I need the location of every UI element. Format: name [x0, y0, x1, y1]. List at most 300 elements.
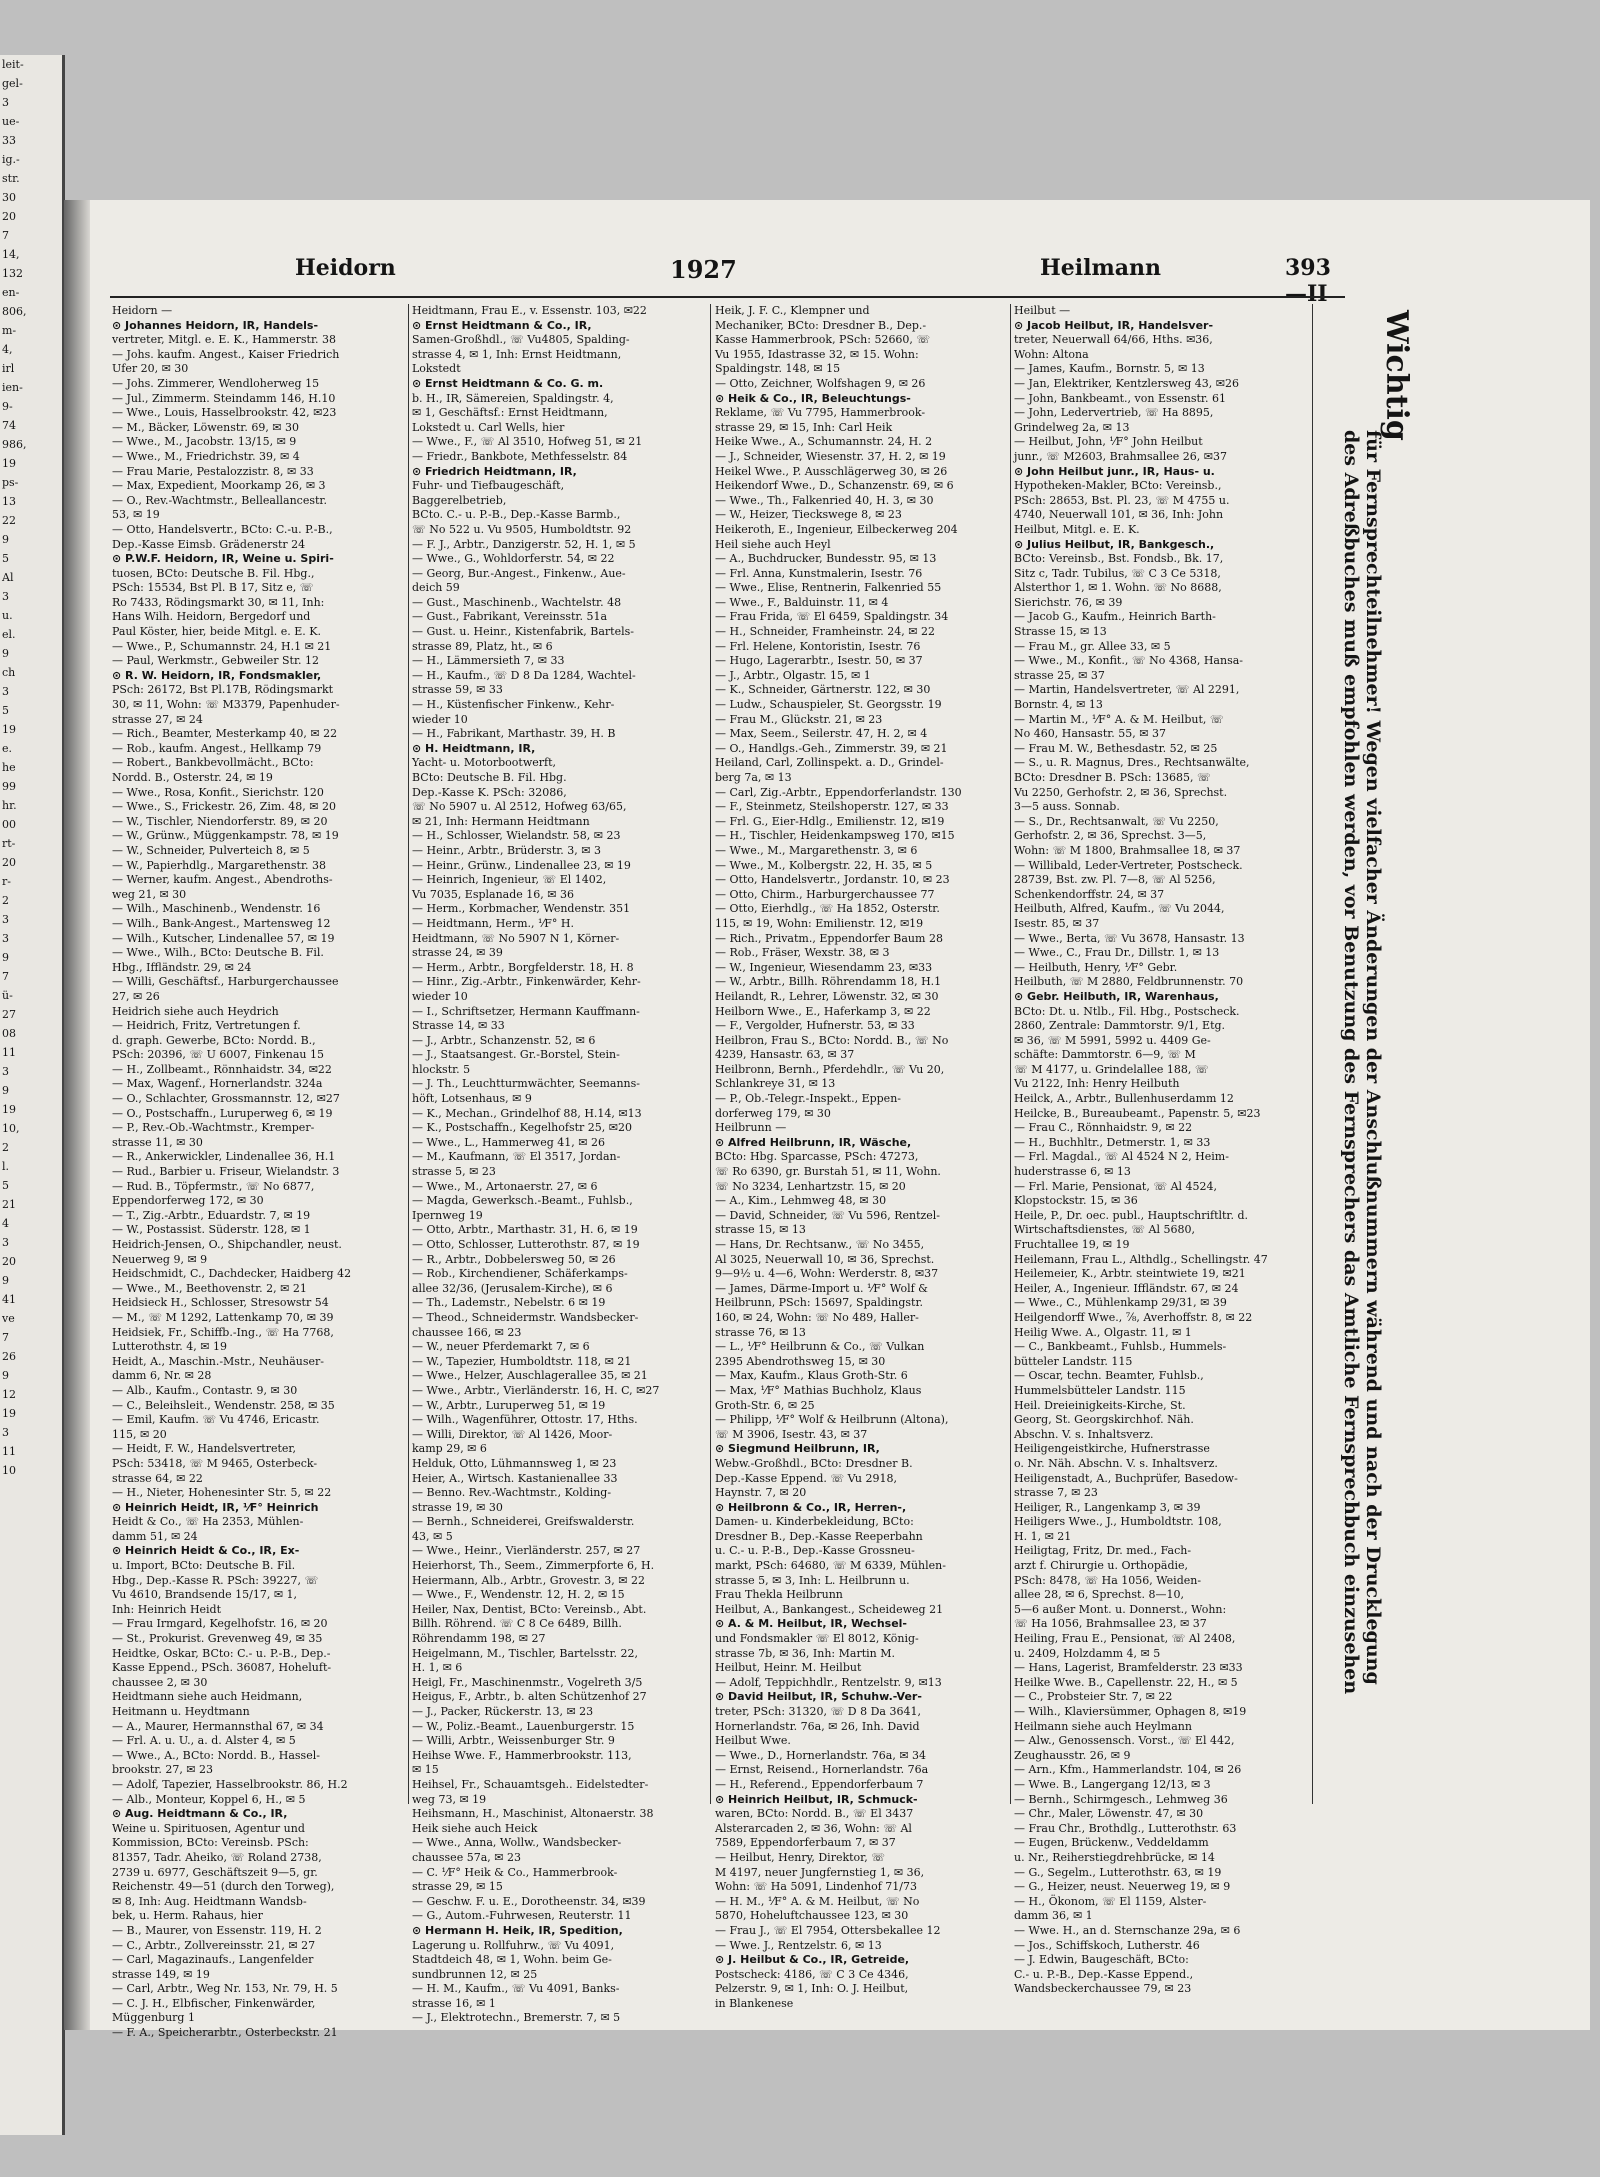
left-page-fragment: 9-	[2, 400, 13, 413]
directory-entry: — J., Arbtr., Olgastr. 15, ✉ 1	[715, 668, 871, 682]
directory-entry: — Wwe., Wilh., BCto: Deutsche B. Fil.	[112, 946, 324, 960]
directory-entry: — Wwe., M., Beethovenstr. 2, ✉ 21	[112, 1281, 307, 1295]
directory-entry: — W., Schneider, Pulverteich 8, ✉ 5	[112, 843, 310, 857]
directory-entry: — Max, Wagenf., Hornerlandstr. 324a	[112, 1077, 323, 1091]
left-page-fragment: hr.	[2, 799, 17, 812]
directory-entry: chaussee 166, ✉ 23	[412, 1325, 522, 1339]
directory-entry: Inh: Heinrich Heidt	[112, 1602, 222, 1616]
left-page-fragment: 26	[2, 1350, 16, 1363]
left-page-fragment: gel-	[2, 77, 23, 90]
left-page-fragment: 30	[2, 191, 16, 204]
left-page-fragment: 41	[2, 1293, 16, 1306]
left-page-fragment: 3	[2, 932, 9, 945]
directory-entry: 4239, Hansastr. 63, ✉ 37	[715, 1048, 855, 1062]
directory-entry: Reichenstr. 49—51 (durch den Torweg),	[112, 1880, 335, 1894]
directory-entry: in Blankenese	[715, 1996, 794, 2010]
header-left-word: Heidorn	[295, 255, 396, 281]
directory-entry: — Adolf, Teppichhdlr., Rentzelstr. 9, ✉13	[715, 1675, 942, 1689]
directory-entry: — G., Segelm., Lutterothstr. 63, ✉ 19	[1014, 1865, 1222, 1879]
directory-entry: — M., Kaufmann, ☏ El 3517, Jordan-	[412, 1150, 621, 1164]
directory-entry: No 460, Hansastr. 55, ✉ 37	[1014, 727, 1166, 741]
directory-entry: — Frau Frida, ☏ El 6459, Spaldingstr. 34	[715, 610, 949, 624]
directory-entry: Vu 2122, Inh: Henry Heilbuth	[1014, 1077, 1180, 1091]
directory-entry: C.- u. P.-B., Dep.-Kasse Eppend.,	[1014, 1967, 1194, 1981]
directory-entry: Kommission, BCto: Vereinsb. PSch:	[112, 1836, 309, 1850]
left-page-fragment: 9	[2, 951, 9, 964]
directory-entry: Hbg., Dep.-Kasse R. PSch: 39227, ☏	[112, 1573, 319, 1587]
directory-entry: ⊙ Heik & Co., IR, Beleuchtungs-	[715, 391, 911, 405]
directory-entry: Alsterarcaden 2, ✉ 36, Wohn: ☏ Al	[715, 1821, 912, 1835]
directory-entry: Hypotheken-Makler, BCto: Vereinsb.,	[1014, 479, 1222, 493]
directory-entry: — Wwe., Th., Falkenried 40, H. 3, ✉ 30	[715, 493, 934, 507]
directory-entry: — Frau C., Rönnhaidstr. 9, ✉ 22	[1014, 1121, 1193, 1135]
left-page-fragment: m-	[2, 324, 17, 337]
directory-entry: BCto: Vereinsb., Bst. Fondsb., Bk. 17,	[1014, 552, 1224, 566]
directory-entry: Heier, A., Wirtsch. Kastanienallee 33	[412, 1471, 618, 1485]
left-page-fragment: 11	[2, 1046, 16, 1059]
left-page-fragment: 5	[2, 704, 9, 717]
directory-entry: — A., Kim., Lehmweg 48, ✉ 30	[715, 1194, 887, 1208]
directory-entry: — Wwe., Helzer, Auschlagerallee 35, ✉ 21	[412, 1369, 648, 1383]
directory-entry: — O., Handlgs.-Geh., Zimmerstr. 39, ✉ 21	[715, 741, 948, 755]
directory-entry: — Alb., Monteur, Koppel 6, H., ✉ 5	[112, 1792, 306, 1806]
directory-entry: Heile, P., Dr. oec. publ., Hauptschriftltr. d.	[1014, 1208, 1249, 1222]
directory-entry: — Chr., Maler, Löwenstr. 47, ✉ 30	[1014, 1807, 1204, 1821]
directory-entry: — Wwe., Rosa, Konfit., Sierichstr. 120	[112, 785, 324, 799]
directory-entry: PSch: 26172, Bst Pl.17B, Rödingsmarkt	[112, 683, 334, 697]
directory-entry: — Frl. Magdal., ☏ Al 4524 N 2, Heim-	[1014, 1150, 1229, 1164]
directory-entry: — Hugo, Lagerarbtr., Isestr. 50, ✉ 37	[715, 654, 923, 668]
directory-entry: — Werner, kaufm. Angest., Abendroths-	[112, 873, 333, 887]
directory-entry: — C., Bankbeamt., Fuhlsb., Hummels-	[1014, 1340, 1227, 1354]
left-page-fragment: 7	[2, 970, 9, 983]
directory-entry: — O., Rev.-Wachtmstr., Belleallancestr.	[112, 493, 327, 507]
directory-entry: PSch: 15534, Bst Pl. B 17, Sitz e, ☏	[112, 581, 314, 595]
directory-entry: sundbrunnen 12, ✉ 25	[412, 1967, 538, 1981]
directory-entry: BCto: Hbg. Sparcasse, PSch: 47273,	[715, 1150, 919, 1164]
directory-entry: Heidrich-Jensen, O., Shipchandler, neust.	[112, 1238, 342, 1251]
directory-entry: — M., Bäcker, Löwenstr. 69, ✉ 30	[112, 420, 300, 434]
directory-entry: — Jul., Zimmerm. Steindamm 146, H.10	[112, 391, 336, 405]
directory-entry: und Fondsmakler ☏ El 8012, König-	[715, 1632, 919, 1646]
directory-entry: — Wwe., F., Balduinstr. 11, ✉ 4	[715, 595, 889, 609]
directory-entry: Müggenburg 1	[112, 2011, 195, 2025]
directory-entry: — Alb., Kaufm., Contastr. 9, ✉ 30	[112, 1383, 298, 1397]
directory-entry: Helduk, Otto, Lühmannsweg 1, ✉ 23	[412, 1456, 617, 1470]
directory-entry: 9—9½ u. 4—6, Wohn: Werderstr. 8, ✉37	[715, 1267, 939, 1281]
directory-entry: — Alw., Genossensch. Vorst., ☏ El 442,	[1014, 1734, 1235, 1748]
directory-entry: Heilbrunn —	[715, 1121, 787, 1135]
directory-entry: strasse 19, ✉ 30	[412, 1500, 503, 1514]
directory-entry: — W., Postassist. Süderstr. 128, ✉ 1	[112, 1223, 311, 1237]
left-page-fragment: u.	[2, 609, 13, 622]
directory-entry: ⊙ Siegmund Heilbrunn, IR,	[715, 1442, 880, 1456]
directory-entry: — Wwe., M., Konfit., ☏ No 4368, Hansa-	[1014, 654, 1243, 668]
directory-entry: u. C.- u. P.-B., Dep.-Kasse Grossneu-	[715, 1544, 915, 1558]
directory-entry: strasse 4, ✉ 1, Inh: Ernst Heidtmann,	[412, 347, 622, 361]
left-page-fragment: 2	[2, 1141, 9, 1154]
directory-entry: — R., Arbtr., Dobbelersweg 50, ✉ 26	[412, 1252, 616, 1266]
left-page-fragment: 20	[2, 210, 16, 223]
directory-entry: — H., Fabrikant, Marthastr. 39, H. B	[412, 727, 616, 741]
directory-entry: Heitmann u. Heydtmann	[112, 1705, 250, 1718]
directory-entry: — Wwe., M., Margarethenstr. 3, ✉ 6	[715, 843, 918, 857]
directory-entry: — Max, Seem., Seilerstr. 47, H. 2, ✉ 4	[715, 727, 928, 741]
directory-entry: o. Nr. Näh. Abschn. V. s. Inhaltsverz.	[1014, 1456, 1218, 1470]
directory-entry: — Jacob G., Kaufm., Heinrich Barth-	[1014, 610, 1216, 624]
running-head	[110, 255, 1340, 307]
directory-entry: — C., Probsteier Str. 7, ✉ 22	[1014, 1690, 1173, 1704]
left-page-fragment: 9	[2, 647, 9, 660]
directory-entry: — Arn., Kfm., Hammerlandstr. 104, ✉ 26	[1014, 1763, 1242, 1777]
directory-entry: — Otto, Arbtr., Marthastr. 31, H. 6, ✉ 19	[412, 1223, 638, 1237]
directory-entry: Paul Köster, hier, beide Mitgl. e. E. K.	[112, 625, 321, 639]
directory-entry: ⊙ Johannes Heidorn, IR, Handels-	[112, 318, 319, 332]
left-page-fragment: 7	[2, 1331, 9, 1344]
directory-entry: — Philipp, ⅟F° Wolf & Heilbrunn (Altona),	[715, 1413, 949, 1427]
directory-entry: Spaldingstr. 148, ✉ 15	[715, 362, 841, 376]
directory-entry: waren, BCto: Nordd. B., ☏ El 3437	[715, 1807, 914, 1821]
directory-entry: Heidtmann siehe auch Heidmann,	[112, 1690, 303, 1704]
directory-entry: — Wilh., Klaviersümmer, Ophagen 8, ✉19	[1014, 1705, 1247, 1718]
directory-entry: Lagerung u. Rollfuhrw., ☏ Vu 4091,	[412, 1938, 615, 1952]
directory-entry: Strasse 14, ✉ 33	[412, 1019, 505, 1033]
directory-entry: Heidtke, Oskar, BCto: C.- u. P.-B., Dep.-	[112, 1646, 331, 1660]
directory-entry: Hbg., Iffländstr. 29, ✉ 24	[112, 960, 252, 974]
directory-entry: — Carl, Magazinaufs., Langenfelder	[112, 1953, 314, 1967]
directory-entry: Heilig Wwe. A., Olgastr. 11, ✉ 1	[1014, 1325, 1192, 1339]
left-page-fragment: 4	[2, 1217, 9, 1230]
directory-entry: 2395 Abendrothsweg 15, ✉ 30	[715, 1354, 886, 1368]
directory-entry: Kasse Hammerbrook, PSch: 52660, ☏	[715, 333, 931, 347]
directory-entry: ☏ No 5907 u. Al 2512, Hofweg 63/65,	[412, 800, 627, 814]
left-page-fragment: 08	[2, 1027, 16, 1040]
directory-entry: H. 1, ✉ 21	[1014, 1529, 1072, 1543]
directory-entry: — David, Schneider, ☏ Vu 596, Rentzel-	[715, 1208, 941, 1222]
directory-entry: Heilgendorff Wwe., ⅞, Averhoffstr. 8, ✉ 22	[1014, 1310, 1253, 1324]
directory-entry: 2860, Zentrale: Dammtorstr. 9/1, Etg.	[1014, 1019, 1226, 1033]
column-rule	[710, 304, 711, 1804]
directory-entry: Ipernweg 19	[412, 1208, 483, 1222]
directory-entry: — Wwe., Elise, Rentnerin, Falkenried 55	[715, 581, 942, 595]
directory-entry: bek, u. Herm. Rahaus, hier	[112, 1909, 263, 1923]
left-page-fragment: 4,	[2, 343, 13, 356]
directory-entry: — Frau M., Glückstr. 21, ✉ 23	[715, 712, 883, 726]
directory-entry: — Wwe., D., Hornerlandstr. 76a, ✉ 34	[715, 1748, 927, 1762]
left-page-fragment: ps-	[2, 476, 19, 489]
directory-entry: Dep.-Kasse K. PSch: 32086,	[412, 785, 567, 799]
directory-entry: Heihsmann, H., Maschinist, Altonaerstr. 38	[412, 1807, 654, 1821]
directory-entry: Yacht- u. Motorbootwerft,	[412, 756, 556, 770]
directory-entry: — Emil, Kaufm. ☏ Vu 4746, Ericastr.	[112, 1413, 320, 1427]
left-page-fragment: 3	[2, 1426, 9, 1439]
left-page-fragment: 3	[2, 1236, 9, 1249]
directory-entry: — Rud., Barbier u. Friseur, Wielandstr. 3	[112, 1165, 340, 1179]
directory-entry: Eppendorferweg 172, ✉ 30	[112, 1194, 264, 1208]
directory-entry: Heiler, A., Ingenieur. Iffländstr. 67, ✉ 24	[1014, 1281, 1239, 1295]
directory-entry: — K., Schneider, Gärtnerstr. 122, ✉ 30	[715, 683, 931, 697]
left-page-fragment: en-	[2, 286, 20, 299]
directory-entry: ⊙ Julius Heilbut, IR, Bankgesch.,	[1014, 537, 1215, 551]
directory-entry: ⊙ John Heilbut junr., IR, Haus- u.	[1014, 464, 1215, 478]
directory-entry: PSch: 20396, ☏ U 6007, Finkenau 15	[112, 1048, 325, 1062]
directory-entry: ⊙ A. & M. Heilbut, IR, Wechsel-	[715, 1617, 908, 1631]
directory-entry: — Herm., Arbtr., Borgfelderstr. 18, H. 8	[412, 960, 634, 974]
directory-entry: — J., Schneider, Wiesenstr. 37, H. 2, ✉ 19	[715, 449, 946, 463]
directory-entry: — W., Tischler, Niendorferstr. 89, ✉ 20	[112, 814, 328, 828]
directory-entry: strasse 149, ✉ 19	[112, 1967, 210, 1981]
directory-entry: — Frau Irmgard, Kegelhofstr. 16, ✉ 20	[112, 1617, 328, 1631]
directory-entry: strasse 5, ✉ 23	[412, 1165, 496, 1179]
directory-entry: — A., Buchdrucker, Bundesstr. 95, ✉ 13	[715, 552, 937, 566]
left-page-fragment: 7	[2, 229, 9, 242]
directory-entry: u. 2409, Holzdamm 4, ✉ 5	[1014, 1646, 1161, 1660]
directory-entry: Heilbut Wwe.	[715, 1734, 791, 1748]
directory-entry: — Wwe., G., Wohldorferstr. 54, ✉ 22	[412, 552, 615, 566]
directory-entry: — Johs. Zimmerer, Wendloherweg 15	[112, 376, 320, 390]
directory-entry: ⊙ Friedrich Heidtmann, IR,	[412, 464, 577, 478]
directory-entry: Vu 2250, Gerhofstr. 2, ✉ 36, Sprechst.	[1014, 785, 1228, 799]
directory-entry: 160, ✉ 24, Wohn: ☏ No 489, Haller-	[715, 1310, 919, 1324]
directory-entry: — Heilbuth, Henry, ⅟F° Gebr.	[1014, 960, 1178, 974]
directory-entry: — Wwe., A., BCto: Nordd. B., Hassel-	[112, 1748, 320, 1762]
directory-entry: — Hinr., Zig.-Arbtr., Finkenwärder, Kehr-	[412, 975, 641, 989]
directory-entry: — H., Buchhltr., Detmerstr. 1, ✉ 33	[1014, 1135, 1211, 1149]
directory-entry: — Frl. Anna, Kunstmalerin, Isestr. 76	[715, 566, 923, 580]
left-page-fragment: 9	[2, 1084, 9, 1097]
directory-entry: — Wwe., M., Jacobstr. 13/15, ✉ 9	[112, 435, 297, 449]
directory-entry: — Friedr., Bankbote, Methfesselstr. 84	[412, 449, 628, 463]
left-page-fragment: ch	[2, 666, 16, 679]
left-page-fragment: 19	[2, 457, 16, 470]
directory-entry: — Wwe., M., Artonaerstr. 27, ✉ 6	[412, 1179, 598, 1193]
directory-entry: ⊙ Hermann H. Heik, IR, Spedition,	[412, 1923, 623, 1937]
left-page-fragment: rt-	[2, 837, 16, 850]
directory-entry: Heilke Wwe. B., Capellenstr. 22, H., ✉ 5	[1014, 1675, 1238, 1689]
directory-entry: — Frau Chr., Brothdlg., Lutterothstr. 63	[1014, 1821, 1237, 1835]
directory-entry: Heilcke, B., Bureaubeamt., Papenstr. 5, ✉23	[1014, 1106, 1261, 1120]
left-page-fragment: he	[2, 761, 16, 774]
directory-entry: — H., Küstenfischer Finkenw., Kehr-	[412, 698, 615, 712]
directory-entry: — Wwe., F., Wendenstr. 12, H. 2, ✉ 15	[412, 1588, 625, 1602]
directory-entry: Reklame, ☏ Vu 7795, Hammerbrook-	[715, 406, 926, 420]
directory-entry: damm 36, ✉ 1	[1014, 1909, 1093, 1923]
directory-entry: treter, Neuerwall 64/66, Hths. ✉36,	[1014, 333, 1213, 347]
directory-entry: — Heilbut, Henry, Direktor, ☏	[715, 1850, 885, 1864]
directory-entry: — H., Ökonom, ☏ El 1159, Alster-	[1014, 1894, 1207, 1908]
left-page-fragment: 27	[2, 1008, 16, 1021]
directory-entry: höft, Lotsenhaus, ✉ 9	[412, 1092, 532, 1106]
page-number: 393—II	[1285, 255, 1331, 307]
directory-entry: ⊙ H. Heidtmann, IR,	[412, 741, 536, 755]
directory-entry: BCto. C.- u. P.-B., Dep.-Kasse Barmb.,	[412, 508, 621, 522]
left-page-fragment: l.	[2, 1160, 10, 1173]
directory-entry: — Wwe., L., Hammerweg 41, ✉ 26	[412, 1135, 605, 1149]
directory-entry: — Wwe., C., Frau Dr., Dillstr. 1, ✉ 13	[1014, 946, 1220, 960]
directory-entry: ⊙ Alfred Heilbrunn, IR, Wäsche,	[715, 1135, 912, 1149]
directory-entry: — W., Tapezier, Humboldtstr. 118, ✉ 21	[412, 1354, 632, 1368]
directory-entry: — Hans, Lagerist, Bramfelderstr. 23 ✉33	[1014, 1661, 1243, 1675]
directory-entry: ☏ No 522 u. Vu 9505, Humboldtstr. 92	[412, 522, 632, 536]
directory-entry: strasse 16, ✉ 1	[412, 1996, 496, 2010]
left-page-fragment: 20	[2, 856, 16, 869]
directory-entry: — F., Steinmetz, Steilshoperstr. 127, ✉ 33	[715, 800, 949, 814]
directory-entry: — Frl. G., Eier-Hdlg., Emilienstr. 12, ✉19	[715, 814, 945, 828]
directory-entry: 5—6 außer Mont. u. Donnerst., Wohn:	[1014, 1602, 1227, 1616]
directory-entry: Groth-Str. 6, ✉ 25	[715, 1398, 815, 1412]
directory-entry: Wohn: ☏ M 1800, Brahmsallee 18, ✉ 37	[1014, 843, 1241, 857]
directory-entry: Heilbronn, Bernh., Pferdehdlr., ☏ Vu 20,	[715, 1062, 945, 1076]
left-page-fragment: irl	[2, 362, 15, 375]
directory-entry: — S., u. R. Magnus, Dres., Rechtsanwälte,	[1014, 756, 1250, 770]
directory-entry: — Theod., Schneidermstr. Wandsbecker-	[412, 1310, 639, 1324]
left-page-fragment: 9	[2, 533, 9, 546]
directory-entry: Heilbut, A., Bankangest., Scheideweg 21	[715, 1602, 944, 1616]
directory-entry: — James, Därme-Import u. ⅟F° Wolf &	[715, 1281, 928, 1295]
directory-entry: — H. M., ⅟F° A. & M. Heilbut, ☏ No	[715, 1894, 920, 1908]
directory-entry: — H., Zollbeamt., Rönnhaidstr. 34, ✉22	[112, 1062, 332, 1076]
directory-entry: PSch: 8478, ☏ Ha 1056, Weiden-	[1014, 1573, 1202, 1587]
left-page-fragment: 12	[2, 1388, 16, 1401]
directory-entry: ⊙ Aug. Heidtmann & Co., IR,	[112, 1807, 288, 1821]
directory-entry: Schenkendorffstr. 24, ✉ 37	[1014, 887, 1165, 901]
directory-entry: Heiligenstadt, A., Buchprüfer, Basedow-	[1014, 1471, 1238, 1485]
directory-entry: Heike Wwe., A., Schumannstr. 24, H. 2	[715, 435, 933, 449]
directory-entry: — Carl, Arbtr., Weg Nr. 153, Nr. 79, H. 5	[112, 1982, 338, 1996]
directory-entry: Dep.-Kasse Eppend. ☏ Vu 2918,	[715, 1471, 897, 1485]
directory-entry: Heilborn Wwe., E., Haferkamp 3, ✉ 22	[715, 1004, 931, 1018]
directory-entry: PSch: 28653, Bst. Pl. 23, ☏ M 4755 u.	[1014, 493, 1230, 507]
directory-page	[90, 200, 1590, 2040]
directory-entry: — W., neuer Pferdemarkt 7, ✉ 6	[412, 1340, 590, 1354]
directory-entry: strasse 15, ✉ 13	[715, 1223, 806, 1237]
directory-entry: — W., Arbtr., Billh. Röhrendamm 18, H.1	[715, 975, 942, 989]
left-page-fragment: r-	[2, 875, 11, 888]
directory-entry: H. 1, ✉ 6	[412, 1661, 463, 1675]
directory-entry: strasse 64, ✉ 22	[112, 1471, 203, 1485]
directory-entry: — Wwe. B., Langergang 12/13, ✉ 3	[1014, 1777, 1211, 1791]
directory-entry: — Wwe., Arbtr., Vierländerstr. 16, H. C, ✉27	[412, 1383, 660, 1397]
directory-entry: Wohn: ☏ Ha 5091, Lindenhof 71/73	[715, 1880, 917, 1894]
directory-entry: allee 28, ✉ 6, Sprechst. 8—10,	[1014, 1588, 1184, 1602]
directory-entry: — H., Schneider, Framheinstr. 24, ✉ 22	[715, 625, 935, 639]
directory-entry: Heidtmann, Frau E., v. Essenstr. 103, ✉22	[412, 304, 647, 317]
directory-entry: — Adolf, Tapezier, Hasselbrookstr. 86, H.2	[112, 1777, 348, 1791]
directory-entry: — Wwe., M., Friedrichstr. 39, ✉ 4	[112, 449, 300, 463]
directory-entry: hlockstr. 5	[412, 1062, 471, 1076]
directory-entry: dorferweg 179, ✉ 30	[715, 1106, 831, 1120]
left-page-fragment: 19	[2, 723, 16, 736]
notice-line-1: für Fernsprechteilnehmer! Wegen vielfacher Änderungen der Anschlußnummern während und nach der Drucklegung	[1362, 430, 1384, 1685]
directory-entry: ⊙ Ernst Heidtmann & Co. G. m.	[412, 376, 604, 390]
directory-entry: — Oscar, techn. Beamter, Fuhlsb.,	[1014, 1369, 1204, 1383]
directory-entry: Georg, St. Georgskirchhof. Näh.	[1014, 1413, 1194, 1427]
directory-entry: bütteler Landstr. 115	[1014, 1354, 1133, 1368]
directory-entry: — H., Kaufm., ☏ D 8 Da 1284, Wachtel-	[412, 668, 636, 682]
notice-line-2: des Adreßbuches muß empfohlen werden, vor Benutzung des Fernsprechers das Amtliche Fernsprechbuch einzusehen	[1340, 430, 1362, 1695]
directory-entry: junr., ☏ M2603, Brahmsallee 26, ✉37	[1014, 449, 1227, 463]
directory-entry: Heilbut, Mitgl. e. E. K.	[1014, 522, 1140, 536]
directory-entry: 7589, Eppendorferbaum 7, ✉ 37	[715, 1836, 896, 1850]
directory-entry: Heierhorst, Th., Seem., Zimmerpforte 6, H.	[412, 1559, 655, 1573]
directory-entry: strasse 11, ✉ 30	[112, 1135, 203, 1149]
column-1	[112, 304, 406, 2040]
directory-entry: — Th., Lademstr., Nebelstr. 6 ✉ 19	[412, 1296, 606, 1310]
directory-entry: Heigelmann, M., Tischler, Bartelsstr. 22,	[412, 1646, 639, 1660]
directory-entry: Heiler, Nax, Dentist, BCto: Vereinsb., Abt.	[412, 1602, 647, 1616]
directory-entry: ⊙ Heilbronn & Co., IR, Herren-,	[715, 1500, 907, 1514]
directory-entry: Haynstr. 7, ✉ 20	[715, 1486, 807, 1500]
left-page-fragment: ig.-	[2, 153, 20, 166]
directory-entry: — Hans, Dr. Rechtsanw., ☏ No 3455,	[715, 1238, 925, 1251]
directory-entry: — Heinrich, Ingenieur, ☏ El 1402,	[412, 873, 607, 887]
directory-entry: ⊙ Jacob Heilbut, IR, Handelsver-	[1014, 318, 1214, 332]
directory-entry: — Wwe. H., an d. Sternschanze 29a, ✉ 6	[1014, 1923, 1241, 1937]
directory-entry: Fuhr- und Tiefbaugeschäft,	[412, 479, 565, 493]
directory-entry: strasse 24, ✉ 39	[412, 946, 503, 960]
directory-entry: Samen-Großhdl., ☏ Vu4805, Spalding-	[412, 333, 630, 347]
directory-entry: — Gust. u. Heinr., Kistenfabrik, Bartels-	[412, 625, 634, 639]
directory-entry: — Heidt, F. W., Handelsvertreter,	[112, 1442, 296, 1456]
directory-entry: ⊙ Ernst Heidtmann & Co., IR,	[412, 318, 592, 332]
directory-entry: Webw.-Großhdl., BCto: Dresdner B.	[715, 1456, 913, 1470]
directory-entry: — Heinr., Grünw., Lindenallee 23, ✉ 19	[412, 858, 631, 872]
directory-entry: — R., Ankerwickler, Lindenallee 36, H.1	[112, 1150, 336, 1164]
directory-entry: — Willi, Geschäftsf., Harburgerchaussee	[112, 975, 339, 989]
directory-entry: ⊙ J. Heilbut & Co., IR, Getreide,	[715, 1953, 910, 1967]
directory-entry: — K., Postschaffn., Kegelhofstr 25, ✉20	[412, 1121, 632, 1135]
left-page-fragment: 9	[2, 1369, 9, 1382]
directory-entry: Lokstedt	[412, 362, 461, 376]
directory-entry: Heigl, Fr., Maschinenmstr., Vogelreth 3/5	[412, 1675, 643, 1689]
directory-entry: ✉ 15	[412, 1763, 439, 1777]
directory-entry: — J., Elektrotechn., Bremerstr. 7, ✉ 5	[412, 2011, 621, 2025]
directory-entry: — Eugen, Brückenw., Veddeldamm	[1014, 1836, 1209, 1850]
adjacent-left-page-edge	[0, 55, 65, 2135]
directory-entry: ✉ 8, Inh: Aug. Heidtmann Wandsb-	[112, 1894, 307, 1908]
directory-entry: — Wwe., Heinr., Vierländerstr. 257, ✉ 27	[412, 1544, 641, 1558]
directory-entry: Heilbut, Heinr. M. Heilbut	[715, 1661, 862, 1675]
side-notice	[1340, 310, 1422, 1810]
directory-entry: 28739, Bst. zw. Pl. 7—8, ☏ Al 5256,	[1014, 873, 1216, 887]
left-page-fragment: 22	[2, 514, 16, 527]
directory-entry: treter, PSch: 31320, ☏ D 8 Da 3641,	[715, 1705, 921, 1718]
directory-entry: Lutterothstr. 4, ✉ 19	[112, 1340, 227, 1354]
directory-entry: — Max, Expedient, Moorkamp 26, ✉ 3	[112, 479, 326, 493]
directory-entry: Heihse Wwe. F., Hammerbrookstr. 113,	[412, 1748, 632, 1762]
directory-entry: Heidtmann, ☏ No 5907 N 1, Körner-	[412, 931, 620, 945]
directory-entry: 30, ✉ 11, Wohn: ☏ M3379, Papenhuder-	[112, 698, 340, 712]
directory-entry: Sitz c, Tadr. Tubilus, ☏ C 3 Ce 5318,	[1014, 566, 1221, 580]
directory-entry: Abschn. V. s. Inhaltsverz.	[1014, 1427, 1154, 1441]
header-year: 1927	[670, 255, 737, 284]
directory-entry: Heiligers Wwe., J., Humboldtstr. 108,	[1014, 1515, 1222, 1529]
directory-entry: Nordd. B., Osterstr. 24, ✉ 19	[112, 771, 273, 784]
directory-entry: Heilbrunn, PSch: 15697, Spaldingstr.	[715, 1296, 924, 1310]
directory-entry: — Rob., Fräser, Wexstr. 38, ✉ 3	[715, 946, 890, 960]
directory-entry: Isestr. 85, ✉ 37	[1014, 916, 1100, 930]
left-page-fragment: 9	[2, 1274, 9, 1287]
directory-entry: Röhrendamm 198, ✉ 27	[412, 1632, 546, 1646]
directory-entry: 5870, Hoheluftchaussee 123, ✉ 30	[715, 1909, 909, 1923]
directory-entry: strasse 5, ✉ 3, Inh: L. Heilbrunn u.	[715, 1573, 910, 1587]
directory-entry: vertreter, Mitgl. e. E. K., Hammerstr. 38	[112, 333, 337, 347]
directory-entry: Fruchtallee 19, ✉ 19	[1014, 1238, 1130, 1251]
notice-title: Wichtig	[1379, 310, 1414, 441]
directory-entry: — Rud. B., Töpfermstr., ☏ No 6877,	[112, 1179, 315, 1193]
directory-entry: — Wwe., Berta, ☏ Vu 3678, Hansastr. 13	[1014, 931, 1245, 945]
directory-entry: — Jan, Elektriker, Kentzlersweg 43, ✉26	[1014, 376, 1240, 390]
